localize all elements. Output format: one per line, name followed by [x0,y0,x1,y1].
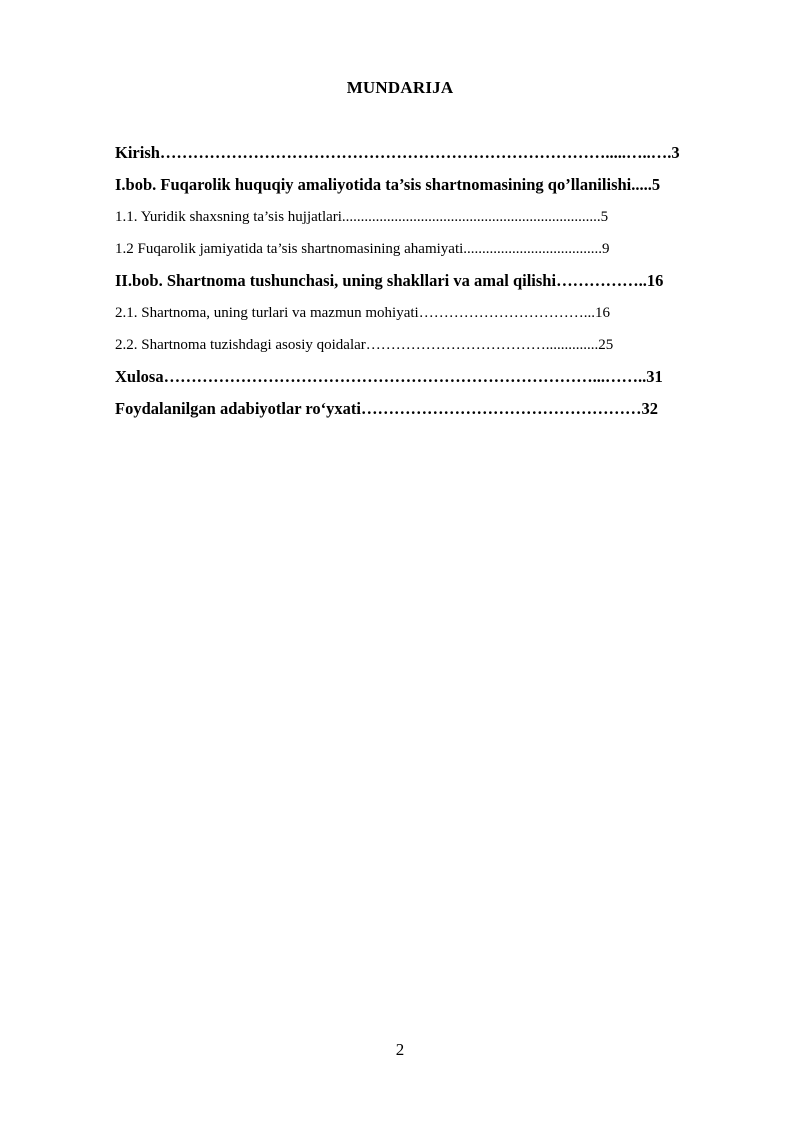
toc-entry-chapter-2: II.bob. Shartnoma tushunchasi, uning shakllari va amal qilishi……………..16 [115,271,664,290]
toc-entry-chapter-1: I.bob. Fuqarolik huquqiy amaliyotida ta’sis shartnomasining qo’llanilishi.....5 [115,175,661,194]
toc-entry-section-2-1: 2.1. Shartnoma, uning turlari va mazmun mohiyati……………………………...16 [115,305,610,321]
toc-entry-references: Foydalanilgan adabiyotlar ro‘yxati……………………………………………32 [115,399,659,418]
toc-entry-conclusion: Xulosa……………………………………………………………………...……..31 [115,367,663,386]
toc-entry-introduction: Kirish……………………………………………………………………….....…..….3 [115,143,680,162]
table-of-contents [115,142,740,430]
toc-entry-section-2-2: 2.2. Shartnoma tuzishdagi asosiy qoidalar………………………………..............25 [115,337,614,353]
document-title: MUNDARIJA [346,78,454,97]
page-number: 2 [395,1040,405,1059]
toc-entry-section-1-2: 1.2 Fuqarolik jamiyatida ta’sis shartnomasining ahamiyati.....................................9 [115,241,610,257]
toc-entry-section-1-1: 1.1. Yuridik shaxsning ta’sis hujjatlari.....................................................................5 [115,209,609,225]
